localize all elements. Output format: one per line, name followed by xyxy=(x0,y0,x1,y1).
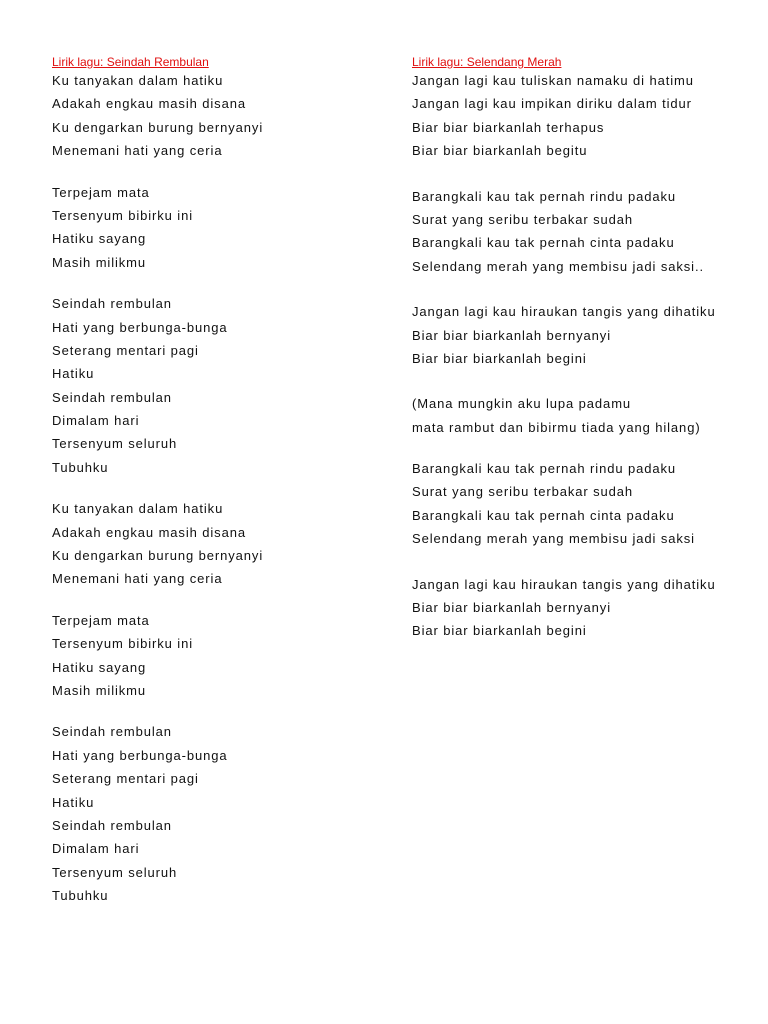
lyric-line: Barangkali kau tak pernah rindu padaku xyxy=(412,188,677,204)
lyric-line: Barangkali kau tak pernah cinta padaku xyxy=(412,235,675,251)
lyric-line: Seindah rembulan xyxy=(52,296,172,312)
right-song-title: Lirik lagu: Selendang Merah xyxy=(412,55,562,69)
lyric-line: Seindah rembulan xyxy=(52,389,172,405)
stanza-gap xyxy=(412,278,762,300)
lyric-line: Ku dengarkan burung bernyanyi xyxy=(52,548,264,564)
lyric-line: Hati yang berbunga-bunga xyxy=(52,319,228,335)
lyric-line: Surat yang seribu terbakar sudah xyxy=(412,484,634,500)
left-stanzas xyxy=(52,69,392,908)
lyric-line: Seterang mentari pagi xyxy=(52,342,199,358)
lyric-line: Adakah engkau masih disana xyxy=(52,96,246,112)
lyric-line: Barangkali kau tak pernah cinta padaku xyxy=(412,507,675,523)
lyric-line: Tersenyum bibirku ini xyxy=(52,207,194,223)
lyric-line: Biar biar biarkanlah bernyanyi xyxy=(412,327,611,343)
stanza xyxy=(412,300,762,370)
lyric-line: Tersenyum bibirku ini xyxy=(52,636,194,652)
lyric-line: mata rambut dan bibirmu tiada yang hilang) xyxy=(412,419,701,435)
right-lyrics-column xyxy=(412,55,762,643)
lyric-line: Surat yang seribu terbakar sudah xyxy=(412,211,634,227)
lyric-line: Dimalam hari xyxy=(52,841,140,857)
lyric-line: (Mana mungkin aku lupa padamu xyxy=(412,396,632,412)
stanza-gap xyxy=(52,274,392,292)
lyric-line: Hatiku sayang xyxy=(52,231,147,247)
lyric-line: Biar biar biarkanlah terhapus xyxy=(412,119,605,135)
lyric-line: Ku tanyakan dalam hatiku xyxy=(52,501,224,517)
left-lyrics-column xyxy=(52,55,392,908)
stanza xyxy=(52,181,392,275)
stanza xyxy=(412,69,762,163)
lyric-line: Dimalam hari xyxy=(52,413,140,429)
lyric-line: Jangan lagi kau impikan diriku dalam tidur xyxy=(412,96,692,112)
lyric-line: Hatiku xyxy=(52,794,95,810)
lyric-line: Hatiku xyxy=(52,366,95,382)
lyric-line: Tubuhku xyxy=(52,888,109,904)
stanza xyxy=(52,69,392,163)
stanza-gap xyxy=(412,163,762,185)
stanza-gap xyxy=(52,479,392,497)
stanza-gap xyxy=(412,439,762,457)
lyric-line: Biar biar biarkanlah bernyanyi xyxy=(412,600,611,616)
right-stanzas xyxy=(412,69,762,643)
lyric-line: Jangan lagi kau hiraukan tangis yang dihatiku xyxy=(412,576,716,592)
lyric-line: Seterang mentari pagi xyxy=(52,771,199,787)
lyric-line: Biar biar biarkanlah begini xyxy=(412,350,587,366)
lyric-line: Biar biar biarkanlah begitu xyxy=(412,143,588,159)
stanza-gap xyxy=(52,591,392,609)
stanza xyxy=(412,457,762,551)
lyric-line: Barangkali kau tak pernah rindu padaku xyxy=(412,461,677,477)
lyric-line: Selendang merah yang membisu jadi saksi.. xyxy=(412,258,704,274)
stanza xyxy=(412,392,762,439)
lyric-line: Tersenyum seluruh xyxy=(52,436,178,452)
left-song-title: Lirik lagu: Seindah Rembulan xyxy=(52,55,209,69)
stanza xyxy=(52,609,392,703)
lyric-line: Menemani hati yang ceria xyxy=(52,143,223,159)
lyric-line: Masih milikmu xyxy=(52,254,147,270)
lyric-line: Terpejam mata xyxy=(52,612,150,628)
stanza xyxy=(412,185,762,279)
lyric-line: Terpejam mata xyxy=(52,184,150,200)
lyric-line: Seindah rembulan xyxy=(52,817,172,833)
stanza-gap xyxy=(412,370,762,392)
lyric-line: Tubuhku xyxy=(52,459,109,475)
lyric-line: Hati yang berbunga-bunga xyxy=(52,747,228,763)
lyric-line: Jangan lagi kau hiraukan tangis yang dihatiku xyxy=(412,304,716,320)
lyric-line: Jangan lagi kau tuliskan namaku di hatimu xyxy=(412,73,694,88)
stanza xyxy=(412,573,762,643)
stanza-gap xyxy=(52,163,392,181)
lyric-line: Ku tanyakan dalam hatiku xyxy=(52,73,224,88)
stanza-gap xyxy=(412,551,762,573)
lyric-line: Seindah rembulan xyxy=(52,724,172,740)
lyric-line: Ku dengarkan burung bernyanyi xyxy=(52,119,264,135)
lyric-line: Selendang merah yang membisu jadi saksi xyxy=(412,531,695,547)
lyric-line: Menemani hati yang ceria xyxy=(52,571,223,587)
stanza xyxy=(52,497,392,591)
lyric-line: Masih milikmu xyxy=(52,682,147,698)
lyric-line: Adakah engkau masih disana xyxy=(52,524,246,540)
lyric-line: Biar biar biarkanlah begini xyxy=(412,623,587,639)
stanza-gap xyxy=(52,702,392,720)
lyric-line: Tersenyum seluruh xyxy=(52,864,178,880)
stanza xyxy=(52,720,392,907)
stanza xyxy=(52,292,392,479)
lyric-line: Hatiku sayang xyxy=(52,659,147,675)
